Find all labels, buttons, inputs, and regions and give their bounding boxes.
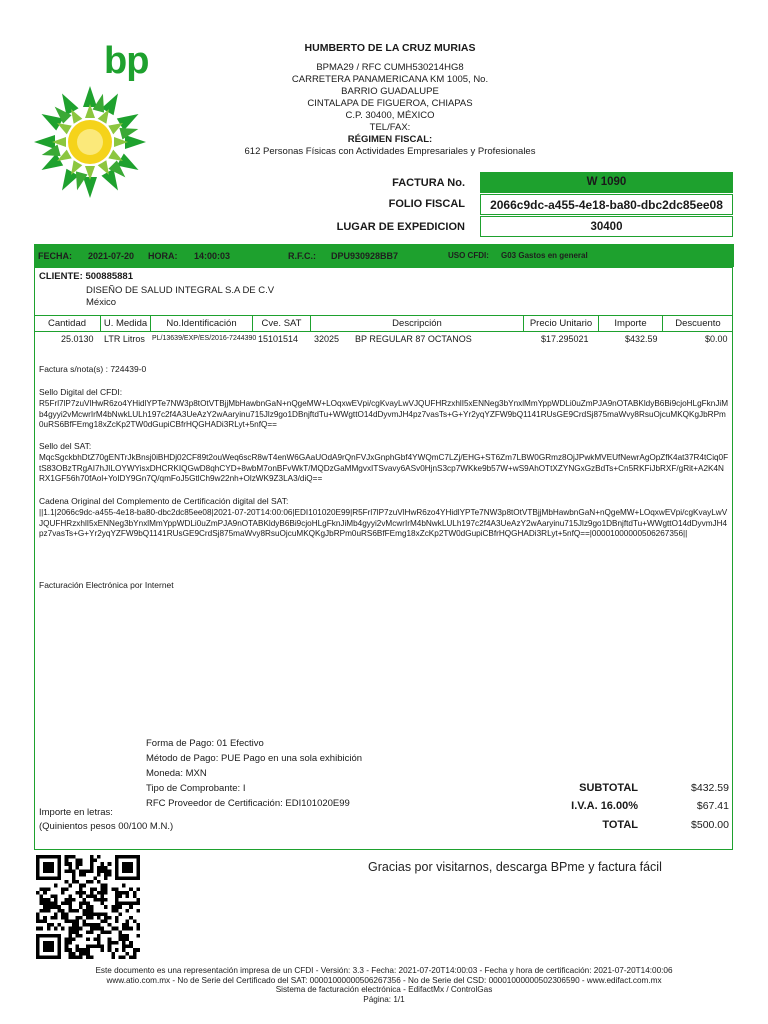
qr-code-icon <box>36 855 140 959</box>
thanks-message: Gracias por visitarnos, descarga BPme y factura fácil <box>368 860 662 874</box>
uso-value: G03 Gastos en general <box>501 251 588 260</box>
footer-line-4: Página: 1/1 <box>363 994 405 1004</box>
footer-line-3: Sistema de facturación electrónica - EdifactMx / ControlGas <box>275 985 493 994</box>
bp-logo <box>32 40 152 200</box>
issuer-telfax: TEL/FAX: <box>369 122 411 133</box>
lugar-label: LUGAR DE EXPEDICION <box>336 221 465 233</box>
total-value: $500.00 <box>691 819 729 831</box>
client-number: 500885881 <box>85 271 134 282</box>
client-block <box>39 271 274 309</box>
metodo-pago: Método de Pago: PUE Pago en una sola exhibición <box>146 753 363 764</box>
rfc-proveedor: RFC Proveedor de Certificación: EDI101020E99 <box>146 798 350 809</box>
folio-label: FOLIO FISCAL <box>388 198 465 210</box>
regime-label: RÉGIMEN FISCAL: <box>347 134 433 145</box>
folio-value: 2066c9dc-a455-4e18-ba80-dbc2dc85ee08 <box>480 194 733 215</box>
qr-code <box>36 855 140 959</box>
col-cantidad: Cantidad <box>47 318 87 329</box>
row-unidad: LTR Litros <box>104 334 145 344</box>
cadena-original: ||1.1|2066c9dc-a455-4e18-ba80-dbc2dc85ee08|2021-07-20T14:00:06|EDI101020E99|R5Frl7lP7zuVlHwR6zo4YHidlYPTe7NW3p8tOtVTBjjMbHawbnGaN+nQgeMW+LOqxwEVpi/cgKvayLwVJQUFHRzxhlI5xENNeg3bYnxlMmYppWDLi0uZmPJA9nOTABKldyB6Bi9cjoHLgFknJiMb4gyyi2vMcwrIrM4bNwkLULh197c2f4A3UeAzY2wAaryinu715Jlz9go1DBnjftdTu+WWgttO14dDyvmJH4pz7vasTs+G+Yr2yqYZFW9bQ1141RUsGE9CrdSj875maWvy8RsuOjcuMKQKgJbRPm0uRS6BfFEmg18xZcKp2TW0dGupiCBfrHQGHADi3RLyt+5nfQ==|00001000000506267356|| <box>39 508 728 538</box>
concepts-table-header <box>34 315 733 332</box>
sello-sat: MqcSgckbhDtZ70gENTrJkBnsj0iBHDj02CF89t2ouWeq6scR8wT4enW6GAaUOdA9rQnFVJxGnphGbf4YWQmC7LZj/EHG+ST6Zm7LBW0GRmz8OjJPwkMVEUfNewrAgOpZfK4at37R4tCiq0FtS83OBzTRgAI7hJILOYWYisxDHCRKIQGwD8qhCYD+8wbM7onBFvWkT/MQDzGaMMgvxITSvavy6ASv0HjnS3cp7WKke9b57W+wS9AhOTtXZYNGxGzBdTs+Cn5RKFiJbRXF/gRit+A2K4NRX1GF56h70fAol+YoIDY9Gn7Q/qmFoJ5GtlCh9w22nh+OlzWK9Z3LA3/diQ== <box>39 453 729 483</box>
sello-cfdi-label: Sello Digital del CFDI: <box>39 387 123 397</box>
iva-value: $67.41 <box>696 800 729 812</box>
issuer-rfc: BPMA29 / RFC CUMH530214HG8 <box>316 62 464 73</box>
factura-notas: Factura s/nota(s) : 724439-0 <box>39 364 147 374</box>
rfc-value: DPU930928BB7 <box>331 251 399 261</box>
lugar-value: 30400 <box>480 216 733 237</box>
issuer-address-1: CARRETERA PANAMERICANA KM 1005, No. <box>291 74 489 85</box>
total-label: TOTAL <box>602 819 638 831</box>
fecha-label: FECHA: <box>38 251 72 261</box>
row-precio: $17.295021 <box>541 334 589 344</box>
issuer-block <box>200 42 580 158</box>
col-descripcion: Descripción <box>310 316 523 332</box>
info-bar <box>34 244 734 267</box>
uso-label: USO CFDI: <box>448 251 489 260</box>
client-country: México <box>86 297 117 308</box>
factura-value: W 1090 <box>480 172 733 193</box>
iva-label: I.V.A. 16.00% <box>571 800 638 812</box>
sello-sat-label: Sello del SAT: <box>39 441 92 451</box>
subtotal-value: $432.59 <box>691 782 729 794</box>
bp-wordmark: bp <box>104 40 149 82</box>
forma-pago: Forma de Pago: 01 Efectivo <box>146 738 264 749</box>
row-identificacion: PL/13639/EXP/ES/2016-7244390 <box>152 335 257 342</box>
fecha-value: 2021-07-20 <box>88 251 135 261</box>
hora-value: 14:00:03 <box>194 251 231 261</box>
facturacion-electronica: Facturación Electrónica por Internet <box>39 580 174 590</box>
table-row <box>34 334 733 348</box>
col-identificacion: No.Identificación <box>150 316 252 332</box>
footer-line-1: Este documento es una representación impresa de un CFDI - Versión: 3.3 - Fecha: 2021-07-20T14:00:03 - Fecha y hora de certificación: 2021-07-20T14:00:06 <box>95 966 673 975</box>
issuer-name: HUMBERTO DE LA CRUZ MURIAS <box>304 42 476 54</box>
row-cantidad: 25.0130 <box>61 334 94 344</box>
row-descuento: $0.00 <box>705 334 728 344</box>
invoice-body-frame <box>34 267 733 850</box>
letras-value: (Quinientos pesos 00/100 M.N.) <box>39 821 174 832</box>
client-label: CLIENTE: <box>39 271 83 282</box>
footer-line-2: www.atio.com.mx - No de Serie del Certificado del SAT: 00001000000506267356 - No de Serie del CSD: 00001000000502306590 - www.edifact.com.mx <box>106 975 662 985</box>
issuer-address-3: CINTALAPA DE FIGUEROA, CHIAPAS <box>307 98 473 109</box>
payment-info <box>146 736 362 811</box>
issuer-address-2: BARRIO GUADALUPE <box>341 86 439 97</box>
subtotal-label: SUBTOTAL <box>579 782 638 794</box>
row-cve-sat: 15101514 <box>258 334 299 344</box>
letras-label: Importe en letras: <box>39 807 113 818</box>
client-name: DISEÑO DE SALUD INTEGRAL S.A DE C.V <box>86 285 275 296</box>
row-descripcion: BP REGULAR 87 OCTANOS <box>355 334 472 344</box>
importe-letras <box>39 806 173 834</box>
issuer-address-4: C.P. 30400, MÉXICO <box>345 110 435 121</box>
col-descuento: Descuento <box>662 316 733 332</box>
moneda: Moneda: MXN <box>146 768 207 779</box>
col-importe: Importe <box>598 316 662 332</box>
col-precio: Precio Unitario <box>523 316 598 332</box>
hora-label: HORA: <box>148 251 178 261</box>
regime-value: 612 Personas Físicas con Actividades Empresariales y Profesionales <box>244 146 536 157</box>
col-cve-sat: Cve. SAT <box>252 316 310 332</box>
col-unidad: U. Medida <box>100 316 150 332</box>
factura-label: FACTURA No. <box>392 177 465 189</box>
row-importe: $432.59 <box>625 334 658 344</box>
sello-cfdi: R5Frl7lP7zuVlHwR6zo4YHidlYPTe7NW3p8tOtVTBjjMbHawbnGaN+nQgeMW+LOqxwEVpi/cgKvayLwVJQUFHRzxhlI5xENNeg3bYnxlMmYppWDLi0uZmPJA9nOTABKldyB6Bi9cjoHLgFknJiMb4gyyi2vMcwrIrM4bNwkLULh197c2f4A3UeAzY2wAaryinu715Jlz9go1DBnjftdTu+WWgttO14dDyvmJH4pz7vasTs+G+Yr2yqYZFW9bQ1141RUsGE9CrdSj875maWvy8RsuOjcuMKQKgJbRPm0uRS6BfFEmg18xZcKp2TW0dGupiCBfrHQGHADi3RLyt+5nfQ== <box>39 399 729 429</box>
footer <box>20 966 748 1004</box>
helios-icon <box>32 82 148 202</box>
rfc-label: R.F.C.: <box>288 251 316 261</box>
cadena-label: Cadena Original del Complemento de Certificación digital del SAT: <box>39 496 289 506</box>
tipo-comprobante: Tipo de Comprobante: I <box>146 783 246 794</box>
row-code: 32025 <box>314 334 340 344</box>
